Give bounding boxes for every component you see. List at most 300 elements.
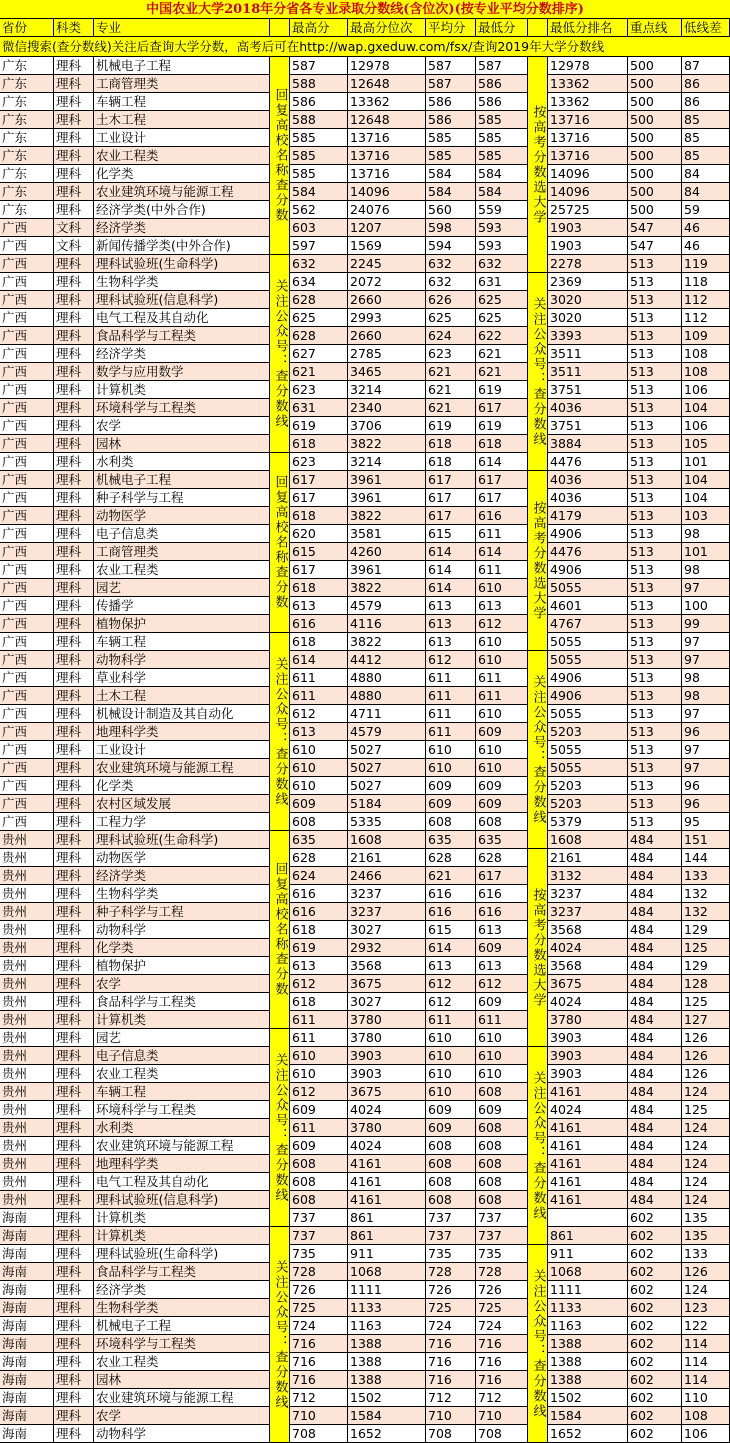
cell-avg-score: 587 — [426, 75, 476, 93]
cell-max-rank: 4161 — [348, 1155, 426, 1173]
cell-avg-score: 621 — [426, 399, 476, 417]
table-row — [0, 885, 730, 903]
cell-max-score: 610 — [290, 759, 348, 777]
cell-province: 广西 — [0, 741, 54, 759]
table-row — [0, 147, 730, 165]
cell-min-score: 625 — [476, 309, 528, 327]
cell-min-score: 619 — [476, 417, 528, 435]
cell-max-score: 618 — [290, 633, 348, 651]
cell-major: 农村区域发展 — [94, 795, 270, 813]
cell-province: 广西 — [0, 687, 54, 705]
cell-min-rank: 5055 — [548, 579, 628, 597]
cell-min-score: 716 — [476, 1371, 528, 1389]
cell-max-rank: 5027 — [348, 759, 426, 777]
cell-major: 生物科学类 — [94, 885, 270, 903]
cell-avg-score: 610 — [426, 1083, 476, 1101]
cell-category: 理科 — [54, 57, 94, 75]
cell-avg-score: 612 — [426, 651, 476, 669]
cell-min-rank: 5055 — [548, 651, 628, 669]
cell-max-rank: 3780 — [348, 1029, 426, 1047]
table-row — [0, 345, 730, 363]
banner-follow: 关注公众号：查分数线 — [528, 1245, 548, 1443]
cell-max-rank: 4880 — [348, 669, 426, 687]
cell-major: 农业建筑环境与能源工程 — [94, 1389, 270, 1407]
cell-max-score: 724 — [290, 1317, 348, 1335]
cell-max-score: 627 — [290, 345, 348, 363]
cell-min-rank: 3132 — [548, 867, 628, 885]
table-row — [0, 975, 730, 993]
cell-major: 农业工程类 — [94, 1353, 270, 1371]
cell-min-rank: 1903 — [548, 219, 628, 237]
table-row — [0, 1011, 730, 1029]
cell-min-rank: 14096 — [548, 183, 628, 201]
cell-avg-score: 613 — [426, 633, 476, 651]
cell-province: 贵州 — [0, 993, 54, 1011]
cell-major: 园艺 — [94, 1029, 270, 1047]
cell-province: 广东 — [0, 129, 54, 147]
cell-diff: 97 — [682, 759, 730, 777]
cell-category: 理科 — [54, 921, 94, 939]
cell-major: 计算机类 — [94, 1227, 270, 1245]
cell-key-line: 484 — [628, 1119, 682, 1137]
cell-major: 园林 — [94, 1371, 270, 1389]
cell-min-rank: 1388 — [548, 1371, 628, 1389]
cell-category: 理科 — [54, 111, 94, 129]
cell-min-score: 618 — [476, 435, 528, 453]
cell-province: 海南 — [0, 1263, 54, 1281]
table-row — [0, 111, 730, 129]
cell-min-score: 737 — [476, 1227, 528, 1245]
cell-max-rank: 4579 — [348, 597, 426, 615]
cell-min-rank: 5203 — [548, 795, 628, 813]
cell-diff: 96 — [682, 777, 730, 795]
cell-category: 理科 — [54, 633, 94, 651]
cell-major: 电子信息类 — [94, 1047, 270, 1065]
cell-min-rank: 13362 — [548, 93, 628, 111]
cell-diff: 97 — [682, 579, 730, 597]
cell-major: 植物保护 — [94, 957, 270, 975]
cell-min-score: 593 — [476, 237, 528, 255]
cell-avg-score: 737 — [426, 1227, 476, 1245]
cell-max-rank: 3780 — [348, 1119, 426, 1137]
cell-max-score: 618 — [290, 435, 348, 453]
cell-min-rank: 4024 — [548, 939, 628, 957]
cell-major: 经济学类(中外合作) — [94, 201, 270, 219]
cell-min-score: 621 — [476, 345, 528, 363]
cell-avg-score: 609 — [426, 777, 476, 795]
table-row — [0, 1083, 730, 1101]
cell-min-rank: 1652 — [548, 1425, 628, 1443]
cell-max-rank: 4711 — [348, 705, 426, 723]
cell-max-score: 632 — [290, 255, 348, 273]
table-row — [0, 399, 730, 417]
cell-min-rank: 3884 — [548, 435, 628, 453]
cell-category: 理科 — [54, 471, 94, 489]
cell-category: 理科 — [54, 417, 94, 435]
cell-avg-score: 608 — [426, 813, 476, 831]
cell-min-score: 621 — [476, 363, 528, 381]
cell-key-line: 513 — [628, 291, 682, 309]
cell-max-score: 603 — [290, 219, 348, 237]
cell-key-line: 513 — [628, 759, 682, 777]
table-title: 中国农业大学2018年分省各专业录取分数线(含位次)(按专业平均分数排序) — [0, 0, 730, 19]
cell-category: 理科 — [54, 147, 94, 165]
cell-key-line: 513 — [628, 507, 682, 525]
table-row — [0, 75, 730, 93]
cell-major: 农学 — [94, 417, 270, 435]
cell-diff: 84 — [682, 165, 730, 183]
cell-max-score: 613 — [290, 723, 348, 741]
cell-key-line: 484 — [628, 1155, 682, 1173]
cell-diff: 97 — [682, 651, 730, 669]
cell-max-rank: 3903 — [348, 1047, 426, 1065]
cell-major: 农学 — [94, 975, 270, 993]
cell-category: 理科 — [54, 813, 94, 831]
cell-max-rank: 3961 — [348, 561, 426, 579]
table-row — [0, 363, 730, 381]
cell-max-score: 611 — [290, 1029, 348, 1047]
cell-avg-score: 608 — [426, 1137, 476, 1155]
cell-min-rank: 1388 — [548, 1335, 628, 1353]
cell-diff: 126 — [682, 1047, 730, 1065]
cell-min-score: 628 — [476, 849, 528, 867]
cell-max-rank: 3961 — [348, 471, 426, 489]
cell-major: 农业工程类 — [94, 1065, 270, 1083]
cell-min-rank: 4476 — [548, 453, 628, 471]
cell-max-rank: 4116 — [348, 615, 426, 633]
banner-follow: 关注公众号：查分数线 — [270, 255, 290, 453]
table-row — [0, 1119, 730, 1137]
cell-max-rank: 4161 — [348, 1173, 426, 1191]
cell-key-line: 513 — [628, 381, 682, 399]
cell-major: 电气工程及其自动化 — [94, 309, 270, 327]
banner-follow: 关注公众号：查分数线 — [528, 273, 548, 471]
table-row — [0, 687, 730, 705]
table-row — [0, 561, 730, 579]
cell-avg-score: 609 — [426, 795, 476, 813]
cell-max-score: 726 — [290, 1281, 348, 1299]
cell-min-score: 712 — [476, 1389, 528, 1407]
table-row — [0, 939, 730, 957]
cell-min-rank: 3780 — [548, 1011, 628, 1029]
cell-major: 种子科学与工程 — [94, 903, 270, 921]
cell-avg-score: 635 — [426, 831, 476, 849]
cell-max-score: 616 — [290, 885, 348, 903]
cell-diff: 124 — [682, 1137, 730, 1155]
cell-key-line: 513 — [628, 453, 682, 471]
cell-key-line: 513 — [628, 579, 682, 597]
cell-max-rank: 4024 — [348, 1137, 426, 1155]
cell-province: 海南 — [0, 1227, 54, 1245]
cell-province: 贵州 — [0, 1065, 54, 1083]
cell-diff: 151 — [682, 831, 730, 849]
table-row — [0, 471, 730, 489]
cell-max-score: 612 — [290, 1083, 348, 1101]
table-row — [0, 669, 730, 687]
table-row — [0, 615, 730, 633]
table-row — [0, 93, 730, 111]
cell-province: 广西 — [0, 219, 54, 237]
cell-key-line: 513 — [628, 309, 682, 327]
cell-major: 食品科学与工程类 — [94, 327, 270, 345]
cell-key-line: 484 — [628, 885, 682, 903]
cell-key-line: 513 — [628, 705, 682, 723]
cell-min-rank: 4161 — [548, 1119, 628, 1137]
cell-category: 理科 — [54, 201, 94, 219]
cell-max-rank: 3675 — [348, 975, 426, 993]
cell-category: 理科 — [54, 741, 94, 759]
table-row — [0, 1299, 730, 1317]
cell-max-rank: 1388 — [348, 1371, 426, 1389]
cell-min-rank: 12978 — [548, 57, 628, 75]
cell-diff: 124 — [682, 1155, 730, 1173]
cell-max-score: 631 — [290, 399, 348, 417]
cell-max-score: 716 — [290, 1335, 348, 1353]
cell-major: 工商管理类 — [94, 75, 270, 93]
cell-key-line: 484 — [628, 1047, 682, 1065]
cell-major: 生物科学类 — [94, 1299, 270, 1317]
cell-category: 理科 — [54, 381, 94, 399]
table-row — [0, 381, 730, 399]
cell-min-score: 613 — [476, 957, 528, 975]
table-row — [0, 921, 730, 939]
cell-key-line: 547 — [628, 219, 682, 237]
cell-avg-score: 612 — [426, 975, 476, 993]
cell-key-line: 513 — [628, 525, 682, 543]
cell-diff: 127 — [682, 1011, 730, 1029]
table-row — [0, 651, 730, 669]
cell-min-score: 609 — [476, 795, 528, 813]
cell-major: 动物医学 — [94, 507, 270, 525]
cell-province: 广西 — [0, 579, 54, 597]
cell-key-line: 513 — [628, 363, 682, 381]
cell-avg-score: 614 — [426, 579, 476, 597]
cell-key-line: 484 — [628, 975, 682, 993]
cell-province: 广西 — [0, 651, 54, 669]
cell-max-score: 610 — [290, 777, 348, 795]
cell-min-rank: 4179 — [548, 507, 628, 525]
cell-max-score: 588 — [290, 111, 348, 129]
cell-province: 海南 — [0, 1335, 54, 1353]
cell-max-score: 587 — [290, 57, 348, 75]
cell-major: 经济学类 — [94, 867, 270, 885]
cell-max-score: 618 — [290, 579, 348, 597]
cell-max-score: 616 — [290, 903, 348, 921]
cell-key-line: 602 — [628, 1263, 682, 1281]
cell-min-rank: 4024 — [548, 993, 628, 1011]
cell-province: 海南 — [0, 1389, 54, 1407]
cell-diff: 109 — [682, 327, 730, 345]
cell-avg-score: 586 — [426, 111, 476, 129]
cell-max-score: 584 — [290, 183, 348, 201]
cell-max-rank: 4024 — [348, 1101, 426, 1119]
cell-major: 机械电子工程 — [94, 1317, 270, 1335]
cell-max-rank: 3706 — [348, 417, 426, 435]
cell-max-score: 618 — [290, 993, 348, 1011]
cell-category: 理科 — [54, 957, 94, 975]
cell-category: 理科 — [54, 1191, 94, 1209]
cell-province: 广西 — [0, 705, 54, 723]
cell-diff: 97 — [682, 741, 730, 759]
banner-score: 按高考分数选大学 — [528, 57, 548, 273]
cell-diff: 95 — [682, 813, 730, 831]
table-row — [0, 723, 730, 741]
cell-max-score: 597 — [290, 237, 348, 255]
cell-province: 贵州 — [0, 1011, 54, 1029]
cell-max-score: 610 — [290, 1047, 348, 1065]
cell-province: 贵州 — [0, 849, 54, 867]
banner-follow: 关注公众号：查分数线 — [528, 651, 548, 849]
column-header: 最高分位次 — [348, 19, 426, 37]
cell-max-rank: 3214 — [348, 381, 426, 399]
cell-province: 广东 — [0, 111, 54, 129]
cell-avg-score: 724 — [426, 1317, 476, 1335]
cell-max-score: 611 — [290, 687, 348, 705]
table-row — [0, 1389, 730, 1407]
cell-key-line: 513 — [628, 597, 682, 615]
cell-avg-score: 610 — [426, 1065, 476, 1083]
cell-max-rank: 3903 — [348, 1065, 426, 1083]
cell-key-line: 547 — [628, 237, 682, 255]
cell-category: 理科 — [54, 1407, 94, 1425]
cell-max-rank: 3237 — [348, 885, 426, 903]
cell-category: 理科 — [54, 183, 94, 201]
cell-key-line: 513 — [628, 327, 682, 345]
cell-diff: 86 — [682, 75, 730, 93]
cell-province: 广西 — [0, 327, 54, 345]
cell-max-score: 609 — [290, 1101, 348, 1119]
cell-max-score: 735 — [290, 1245, 348, 1263]
cell-province: 广东 — [0, 93, 54, 111]
cell-major: 传播学 — [94, 597, 270, 615]
cell-province: 贵州 — [0, 831, 54, 849]
cell-max-score: 728 — [290, 1263, 348, 1281]
cell-category: 理科 — [54, 561, 94, 579]
cell-max-rank: 2785 — [348, 345, 426, 363]
cell-avg-score: 621 — [426, 867, 476, 885]
cell-diff: 132 — [682, 885, 730, 903]
cell-max-score: 585 — [290, 147, 348, 165]
cell-min-rank: 3675 — [548, 975, 628, 993]
cell-max-score: 623 — [290, 381, 348, 399]
cell-major: 工程力学 — [94, 813, 270, 831]
table-row — [0, 633, 730, 651]
cell-max-score: 612 — [290, 705, 348, 723]
cell-diff: 119 — [682, 255, 730, 273]
cell-avg-score: 632 — [426, 255, 476, 273]
cell-avg-score: 726 — [426, 1281, 476, 1299]
cell-major: 草业科学 — [94, 669, 270, 687]
cell-major: 电子信息类 — [94, 525, 270, 543]
table-row — [0, 579, 730, 597]
cell-min-rank: 3237 — [548, 885, 628, 903]
cell-max-rank: 3214 — [348, 453, 426, 471]
cell-avg-score: 587 — [426, 57, 476, 75]
cell-key-line: 513 — [628, 795, 682, 813]
cell-diff: 101 — [682, 543, 730, 561]
table-row — [0, 327, 730, 345]
cell-min-score: 708 — [476, 1425, 528, 1443]
cell-avg-score: 632 — [426, 273, 476, 291]
cell-key-line: 484 — [628, 1083, 682, 1101]
cell-diff: 135 — [682, 1209, 730, 1227]
cell-major: 动物科学 — [94, 1425, 270, 1443]
cell-province: 海南 — [0, 1353, 54, 1371]
cell-province: 广西 — [0, 381, 54, 399]
cell-max-score: 624 — [290, 867, 348, 885]
cell-min-rank: 4476 — [548, 543, 628, 561]
cell-min-rank: 861 — [548, 1227, 628, 1245]
cell-max-score: 628 — [290, 327, 348, 345]
cell-min-score: 611 — [476, 669, 528, 687]
cell-max-rank: 1133 — [348, 1299, 426, 1317]
cell-province: 海南 — [0, 1299, 54, 1317]
banner-follow: 关注公众号：查分数线 — [528, 1047, 548, 1245]
cell-diff: 105 — [682, 435, 730, 453]
cell-key-line: 602 — [628, 1317, 682, 1335]
cell-key-line: 513 — [628, 345, 682, 363]
cell-key-line: 513 — [628, 543, 682, 561]
cell-avg-score: 609 — [426, 1119, 476, 1137]
cell-max-score: 628 — [290, 849, 348, 867]
cell-min-rank: 4036 — [548, 489, 628, 507]
cell-diff: 46 — [682, 219, 730, 237]
table-row — [0, 1281, 730, 1299]
cell-avg-score: 585 — [426, 129, 476, 147]
cell-category: 理科 — [54, 1119, 94, 1137]
cell-max-rank: 5027 — [348, 741, 426, 759]
cell-province: 贵州 — [0, 1083, 54, 1101]
cell-min-rank — [548, 1209, 628, 1227]
cell-min-score: 609 — [476, 939, 528, 957]
cell-province: 海南 — [0, 1371, 54, 1389]
cell-avg-score: 624 — [426, 327, 476, 345]
cell-min-rank: 4036 — [548, 399, 628, 417]
cell-key-line: 500 — [628, 147, 682, 165]
cell-major: 动物科学 — [94, 921, 270, 939]
cell-min-rank: 3237 — [548, 903, 628, 921]
table-row — [0, 597, 730, 615]
cell-diff: 122 — [682, 1317, 730, 1335]
cell-min-rank: 4906 — [548, 525, 628, 543]
banner-score: 按高考分数选大学 — [528, 849, 548, 1047]
cell-max-rank: 3465 — [348, 363, 426, 381]
column-header: 最高分 — [290, 19, 348, 37]
cell-category: 理科 — [54, 489, 94, 507]
cell-key-line: 602 — [628, 1209, 682, 1227]
cell-min-score: 725 — [476, 1299, 528, 1317]
cell-min-rank: 4161 — [548, 1155, 628, 1173]
cell-major: 理科试验班(信息科学) — [94, 291, 270, 309]
cell-key-line: 602 — [628, 1299, 682, 1317]
table-row — [0, 993, 730, 1011]
cell-max-rank: 2161 — [348, 849, 426, 867]
cell-major: 环境科学与工程类 — [94, 1101, 270, 1119]
cell-min-rank: 2369 — [548, 273, 628, 291]
cell-min-score: 613 — [476, 921, 528, 939]
cell-province: 海南 — [0, 1209, 54, 1227]
cell-diff: 110 — [682, 1389, 730, 1407]
cell-min-rank: 1388 — [548, 1353, 628, 1371]
cell-key-line: 513 — [628, 561, 682, 579]
cell-avg-score: 611 — [426, 669, 476, 687]
table-row — [0, 1191, 730, 1209]
cell-province: 广东 — [0, 57, 54, 75]
cell-province: 广西 — [0, 255, 54, 273]
cell-province: 贵州 — [0, 975, 54, 993]
cell-avg-score: 618 — [426, 435, 476, 453]
cell-min-rank: 3393 — [548, 327, 628, 345]
